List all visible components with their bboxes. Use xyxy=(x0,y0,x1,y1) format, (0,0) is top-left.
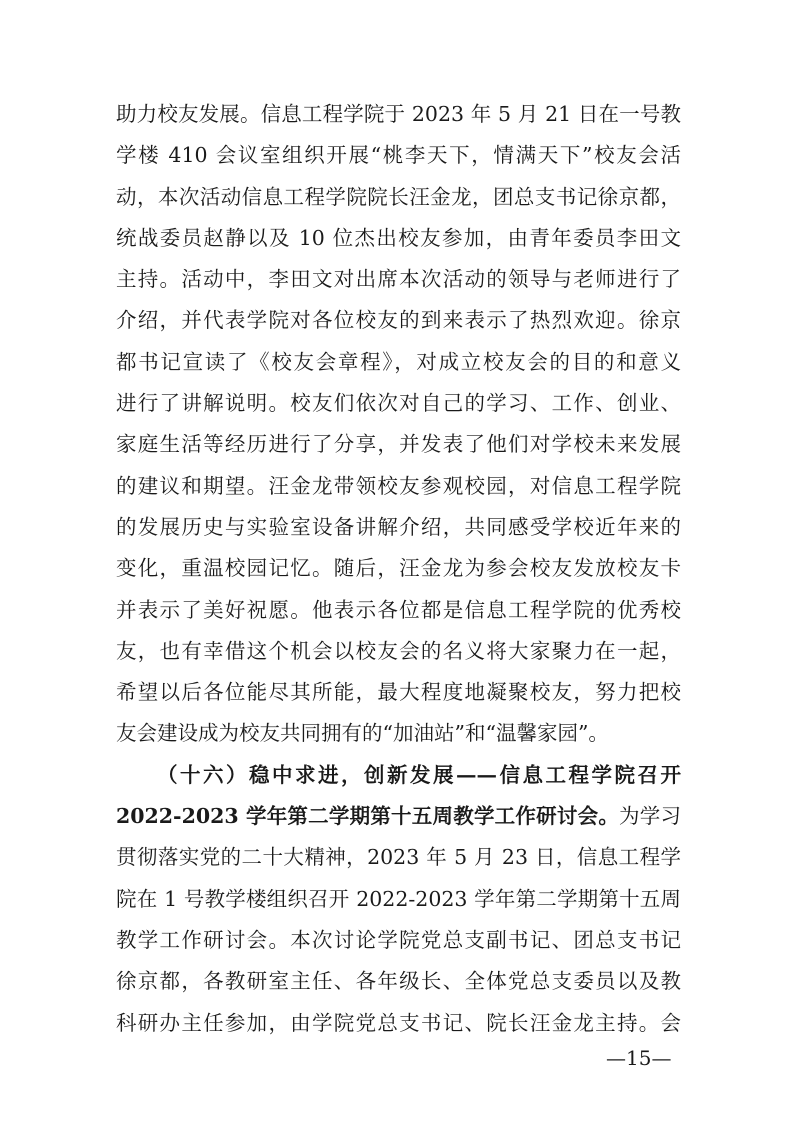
text-line: 徐京都，各教研室主任、各年级长、全体党总支委员以及教 xyxy=(116,969,681,994)
text-line: 介绍，并代表学院对各位校友的到来表示了热烈欢迎。徐京 xyxy=(116,308,681,333)
page-number: —15— xyxy=(606,1046,672,1070)
text-line: 的发展历史与实验室设备讲解介绍，共同感受学校近年来的 xyxy=(116,514,681,539)
text-line: 希望以后各位能尽其所能，最大程度地凝聚校友，努力把校 xyxy=(116,680,681,705)
text-line: 学楼 410 会议室组织开展“桃李天下，情满天下”校友会活 xyxy=(116,143,681,168)
text-line: 统战委员赵静以及 10 位杰出校友参加，由青年委员李田文 xyxy=(116,225,681,250)
body-text xyxy=(116,94,681,1044)
text-line: 科研办主任参加，由学院党总支书记、院长汪金龙主持。会 xyxy=(116,1010,681,1035)
text-line: 教学工作研讨会。本次讨论学院党总支副书记、团总支书记 xyxy=(116,927,681,952)
section-heading: （十六）稳中求进，创新发展——信息工程学院召开 xyxy=(157,762,681,787)
text-line: 的建议和期望。汪金龙带领校友参观校园，对信息工程学院 xyxy=(116,473,681,498)
text-line: 动，本次活动信息工程学院院长汪金龙，团总支书记徐京都， xyxy=(116,184,681,209)
text-line: 贯彻落实党的二十大精神，2023 年 5 月 23 日，信息工程学 xyxy=(116,845,681,870)
section-body-start: 为学习 xyxy=(619,804,681,829)
text-line: 主持。活动中，李田文对出席本次活动的领导与老师进行了 xyxy=(116,267,681,292)
text-line: 助力校友发展。信息工程学院于 2023 年 5 月 21 日在一号教 xyxy=(116,102,681,126)
text-line: 友会建设成为校友共同拥有的“加油站”和“温馨家园”。 xyxy=(116,721,609,746)
text-line: 进行了讲解说明。校友们依次对自己的学习、工作、创业、 xyxy=(116,391,681,416)
text-line: 并表示了美好祝愿。他表示各位都是信息工程学院的优秀校 xyxy=(116,597,681,622)
text-line: 友，也有幸借这个机会以校友会的名义将大家聚力在一起， xyxy=(116,638,681,663)
section-heading-continued xyxy=(116,796,681,837)
text-line: 都书记宣读了《校友会章程》，对成立校友会的目的和意义 xyxy=(116,349,681,374)
section-heading-bold: 2022-2023 学年第二学期第十五周教学工作研讨会。 xyxy=(116,804,620,829)
text-line: 家庭生活等经历进行了分享，并发表了他们对学校未来发展 xyxy=(116,432,681,457)
text-line: 院在 1 号教学楼组织召开 2022-2023 学年第二学期第十五周 xyxy=(116,886,681,911)
text-line: 变化，重温校园记忆。随后，汪金龙为参会校友发放校友卡 xyxy=(116,556,681,581)
